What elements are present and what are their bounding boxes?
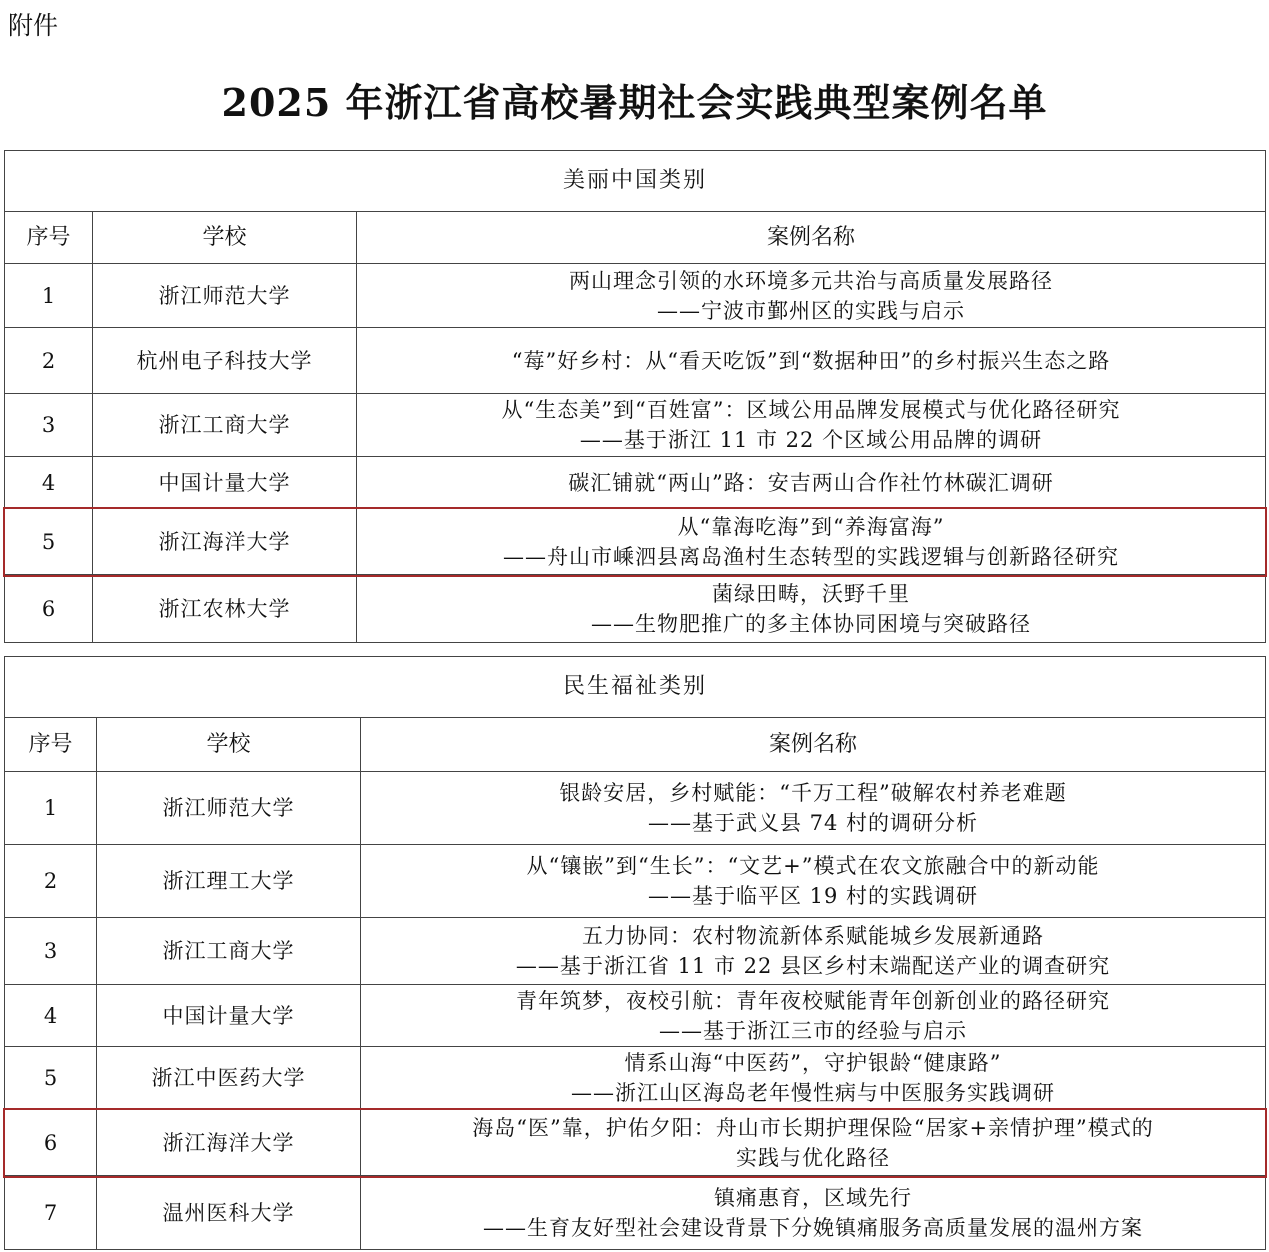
table-row — [5, 1110, 1266, 1176]
row-school: 中国计量大学 — [97, 985, 361, 1047]
row-index: 5 — [5, 509, 93, 575]
row-case-name — [361, 918, 1266, 985]
row-index: 4 — [5, 457, 93, 509]
case-name-line: 从“镶嵌”到“生长”：“文艺+”模式在农文旅融合中的新动能 — [526, 854, 1100, 878]
table-row — [5, 845, 1266, 918]
case-name-line: 海岛“医”靠，护佑夕阳：舟山市长期护理保险“居家+亲情护理”模式的 — [472, 1115, 1154, 1140]
case-name-line: ——基于浙江 11 市 22 个区域公用品牌的调研 — [579, 428, 1043, 452]
row-school: 浙江海洋大学 — [93, 509, 357, 575]
header-school: 学校 — [97, 718, 361, 772]
case-name-line: ——生育友好型社会建设背景下分娩镇痛服务高质量发展的温州方案 — [483, 1215, 1143, 1240]
row-index: 6 — [5, 575, 93, 643]
row-index: 2 — [5, 845, 97, 918]
row-school: 浙江师范大学 — [93, 264, 357, 328]
row-case-name — [357, 575, 1266, 643]
row-school: 杭州电子科技大学 — [93, 328, 357, 394]
table-row — [5, 772, 1266, 845]
row-index: 7 — [5, 1176, 97, 1250]
table-row — [5, 918, 1266, 985]
table-row — [5, 264, 1266, 328]
table-row — [5, 509, 1266, 575]
row-case-name — [361, 1176, 1266, 1250]
case-name-line: 镇痛惠育，区域先行 — [714, 1185, 912, 1210]
row-index: 3 — [5, 394, 93, 457]
row-case-name — [357, 457, 1266, 509]
row-school: 浙江海洋大学 — [97, 1110, 361, 1176]
row-case-name — [357, 328, 1266, 394]
case-name-line: 实践与优化路径 — [736, 1145, 890, 1170]
case-name-line: ——基于临平区 19 村的实践调研 — [647, 884, 979, 908]
category-title: 美丽中国类别 — [5, 151, 1266, 212]
row-case-name — [361, 845, 1266, 918]
case-name-line: ——舟山市嵊泗县离岛渔村生态转型的实践逻辑与创新路径研究 — [503, 544, 1119, 569]
header-case: 案例名称 — [357, 212, 1266, 264]
header-index: 序号 — [5, 212, 93, 264]
row-case-name — [357, 264, 1266, 328]
case-name-line: ——基于武义县 74 村的调研分析 — [647, 811, 979, 835]
case-name-line: 银龄安居，乡村赋能：“千万工程”破解农村养老难题 — [559, 781, 1067, 805]
case-name-line: ——基于浙江三市的经验与启示 — [659, 1018, 967, 1043]
case-name-line: ——浙江山区海岛老年慢性病与中医服务实践调研 — [571, 1081, 1055, 1105]
attachment-label: 附件 — [8, 11, 59, 40]
row-index: 1 — [5, 264, 93, 328]
document-title: 2025 年浙江省高校暑期社会实践典型案例名单 — [221, 80, 1048, 125]
header-index: 序号 — [5, 718, 97, 772]
table-beautiful-china — [4, 150, 1266, 643]
row-index: 4 — [5, 985, 97, 1047]
header-school: 学校 — [93, 212, 357, 264]
case-name-line: 从“生态美”到“百姓富”：区域公用品牌发展模式与优化路径研究 — [501, 398, 1121, 422]
case-name-line: 青年筑梦，夜校引航：青年夜校赋能青年创新创业的路径研究 — [516, 988, 1110, 1013]
case-name-line: “莓”好乡村：从“看天吃饭”到“数据种田”的乡村振兴生态之路 — [511, 348, 1111, 373]
case-name-line: 两山理念引领的水环境多元共治与高质量发展路径 — [569, 268, 1053, 293]
row-school: 温州医科大学 — [97, 1176, 361, 1250]
table-row — [5, 328, 1266, 394]
table-row — [5, 1047, 1266, 1110]
row-case-name — [357, 509, 1266, 575]
table-row — [5, 394, 1266, 457]
table-row — [5, 985, 1266, 1047]
case-name-line: 菌绿田畴，沃野千里 — [712, 581, 910, 606]
row-case-name — [361, 1110, 1266, 1176]
row-school: 浙江中医药大学 — [97, 1047, 361, 1110]
case-name-line: 碳汇铺就“两山”路：安吉两山合作社竹林碳汇调研 — [568, 470, 1054, 495]
case-name-line: ——基于浙江省 11 市 22 县区乡村末端配送产业的调查研究 — [515, 954, 1111, 978]
case-name-line: ——宁波市鄞州区的实践与启示 — [657, 298, 965, 323]
category-title: 民生福祉类别 — [5, 657, 1266, 718]
row-index: 1 — [5, 772, 97, 845]
row-case-name — [361, 772, 1266, 845]
row-school: 中国计量大学 — [93, 457, 357, 509]
row-case-name — [357, 394, 1266, 457]
table-row — [5, 1176, 1266, 1250]
row-school: 浙江工商大学 — [93, 394, 357, 457]
row-school: 浙江理工大学 — [97, 845, 361, 918]
case-name-line: 从“靠海吃海”到“养海富海” — [677, 514, 945, 539]
table-row — [5, 457, 1266, 509]
row-case-name — [361, 985, 1266, 1047]
case-name-line: ——生物肥推广的多主体协同困境与突破路径 — [591, 611, 1031, 636]
row-index: 6 — [5, 1110, 97, 1176]
case-name-line: 情系山海“中医药”，守护银龄“健康路” — [624, 1051, 1002, 1075]
table-row — [5, 575, 1266, 643]
row-index: 2 — [5, 328, 93, 394]
row-school: 浙江农林大学 — [93, 575, 357, 643]
row-index: 5 — [5, 1047, 97, 1110]
header-case: 案例名称 — [361, 718, 1266, 772]
row-school: 浙江工商大学 — [97, 918, 361, 985]
table-livelihood-welfare — [4, 656, 1266, 1250]
case-name-line: 五力协同：农村物流新体系赋能城乡发展新通路 — [582, 924, 1044, 948]
row-index: 3 — [5, 918, 97, 985]
row-case-name — [361, 1047, 1266, 1110]
row-school: 浙江师范大学 — [97, 772, 361, 845]
